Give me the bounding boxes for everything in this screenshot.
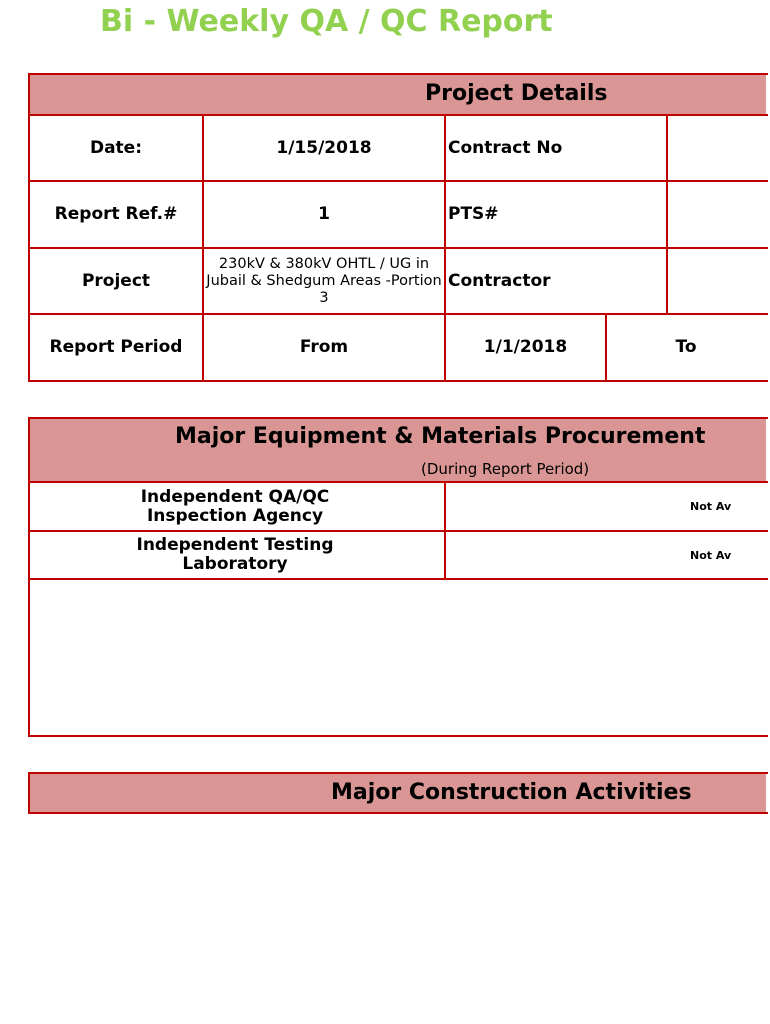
procurement-heading: Major Equipment & Materials Procurement [175, 424, 706, 449]
procurement-subheading: (During Report Period) [421, 460, 590, 478]
to-label: To [675, 337, 697, 357]
contract-no-label: Contract No [448, 137, 563, 158]
from-label: From [299, 337, 349, 357]
report-title: Bi - Weekly QA / QC Report [100, 4, 553, 39]
date-label: Date: [89, 137, 143, 158]
report-period-label: Report Period [49, 337, 183, 357]
date-value: 1/15/2018 [276, 137, 372, 158]
procurement-row-value: Not Av [690, 548, 732, 562]
from-value: 1/1/2018 [483, 337, 568, 357]
project-details-heading: Project Details [425, 81, 608, 106]
procurement-row-label: Independent QA/QC Inspection Agency [140, 486, 330, 526]
report-ref-label: Report Ref.# [54, 204, 178, 224]
construction-heading: Major Construction Activities [331, 780, 692, 805]
report-ref-value: 1 [318, 204, 330, 224]
contractor-label: Contractor [448, 270, 551, 291]
procurement-row-value: Not Av [690, 500, 732, 513]
procurement-row-label: Independent Testing Laboratory [136, 535, 334, 574]
project-value: 230kV & 380kV OHTL / UG in Jubail & Shedgum Areas -Portion 3 [206, 255, 442, 306]
project-label: Project [81, 270, 151, 291]
pts-label: PTS# [448, 204, 499, 224]
